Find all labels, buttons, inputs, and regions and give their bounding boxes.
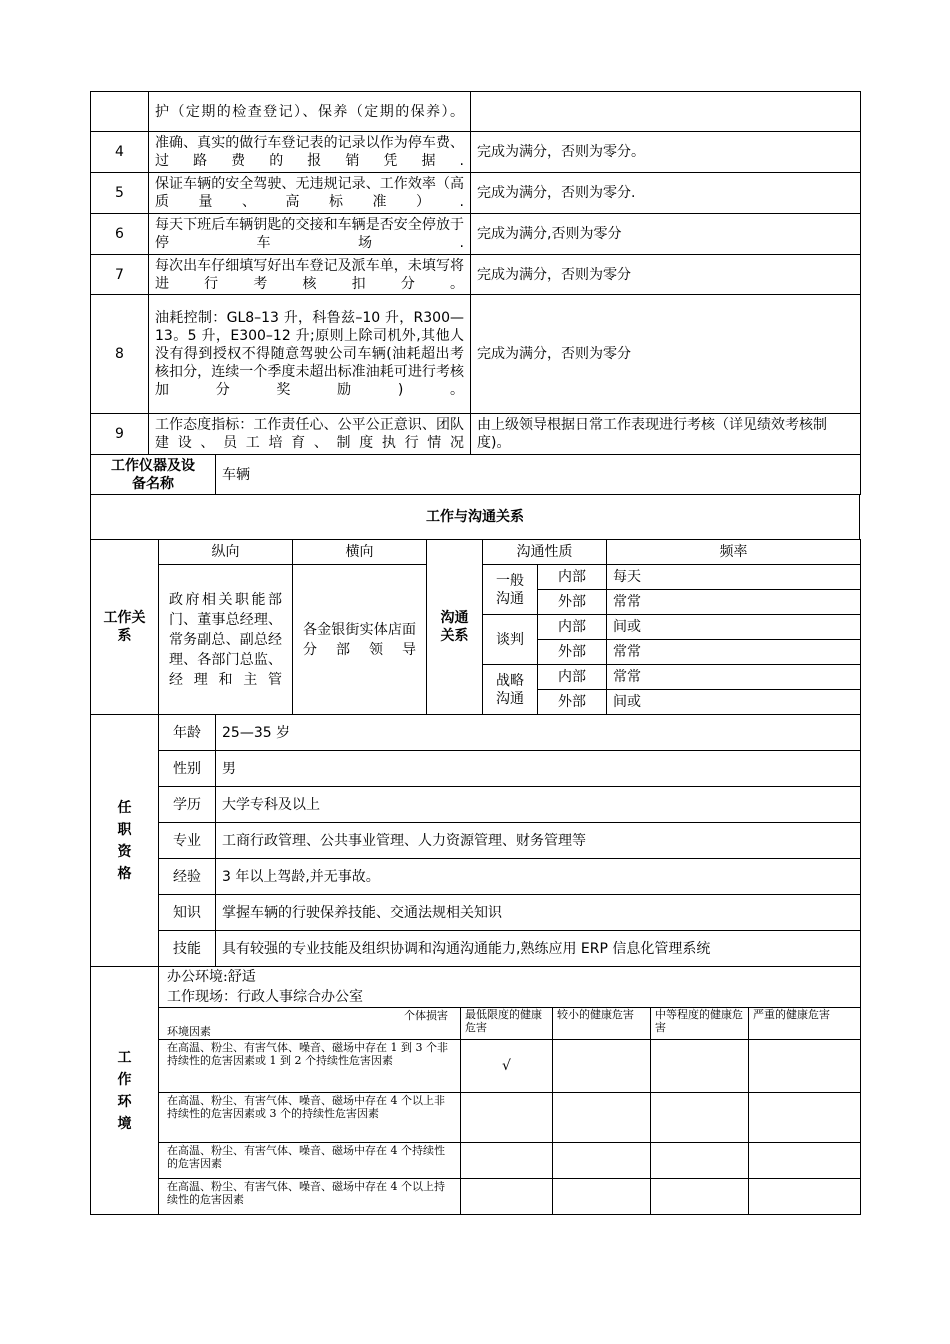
env-mark [749,1179,861,1215]
comm-freq: 常常 [607,640,861,665]
qual-value: 掌握车辆的行驶保养技能、交通法规相关知识 [216,895,861,931]
duty-standard: 完成为满分，否则为零分 [471,295,861,414]
env-mark [461,1093,553,1143]
duty-no: 6 [91,214,149,255]
equipment-label: 工作仪器及设备名称 [91,455,216,495]
qualification-label: 任职资格 [91,715,159,967]
env-mark [553,1143,651,1179]
comm-scope: 内部 [538,615,607,640]
env-factor: 在高温、粉尘、有害气体、噪音、磁场中存在 4 个以上非持续性的危害因素或 3 个的持续性危害因素 [159,1093,461,1143]
env-mark [651,1179,749,1215]
comm-title-table [90,494,860,540]
duty-row [91,132,861,173]
header-top-text: 个体损害 [404,1009,448,1022]
env-mark [651,1143,749,1179]
duty-no: 9 [91,414,149,455]
comm-group-name: 战略沟通 [483,665,538,715]
env-mark [749,1093,861,1143]
duty-standard: 由上级领导根据日常工作表现进行考核（详见绩效考核制度)。 [471,414,861,455]
env-mark [461,1179,553,1215]
comm-scope: 内部 [538,665,607,690]
duty-no: 4 [91,132,149,173]
qual-value: 工商行政管理、公共事业管理、人力资源管理、财务管理等 [216,823,861,859]
qual-value: 具有较强的专业技能及组织协调和沟通沟通能力,熟练应用 ERP 信息化管理系统 [216,931,861,967]
env-header-diagonal [159,1008,461,1040]
environment-label: 工作环境 [91,967,159,1215]
work-site: 工作现场：行政人事综合办公室 [159,987,861,1008]
duty-no: 7 [91,255,149,295]
env-mark [553,1093,651,1143]
duty-content: 工作态度指标：工作责任心、公平公正意识、团队建设、员工培育、制度执行情况 [149,414,471,455]
qual-key: 年龄 [159,715,216,751]
comm-freq: 常常 [607,590,861,615]
duty-content: 护（定期的检查登记）、保养（定期的保养）。 [149,92,471,132]
relations-table [90,539,861,715]
qual-value: 男 [216,751,861,787]
qual-value: 大学专科及以上 [216,787,861,823]
environment-table [90,966,861,1215]
comm-title: 工作与沟通关系 [91,495,860,540]
env-factor: 在高温、粉尘、有害气体、噪音、磁场中存在 1 到 3 个非持续性的危害因素或 1 到 2 个持续性危害因素 [159,1040,461,1093]
duty-no: 8 [91,295,149,414]
qual-value: 25—35 岁 [216,715,861,751]
job-description-sheet [90,91,860,1215]
env-mark [749,1143,861,1179]
qual-key: 性别 [159,751,216,787]
vertical-value: 政府相关职能部门、董事总经理、常务副总、副总经理、各部门总监、经理和主管 [159,565,293,715]
duty-standard: 完成为满分，否则为零分。 [471,132,861,173]
qual-key: 经验 [159,859,216,895]
env-mark [651,1040,749,1093]
horizontal-value: 各金银街实体店面分部领导 [293,565,427,715]
env-mark [749,1040,861,1093]
qual-key: 专业 [159,823,216,859]
comm-freq: 间或 [607,615,861,640]
duty-row [91,92,861,132]
duty-content: 油耗控制：GL8–13 升，科鲁兹–10 升，R300—13。5 升，E300–12 升;原则上除司机外,其他人没有得到授权不得随意驾驶公司车辆(油耗超出考核扣分，连续一个季度未超出标准油耗可进行考核加分奖励)。 [149,295,471,414]
comm-relations-label: 沟通关系 [427,540,483,715]
freq-header: 频率 [607,540,861,565]
qualification-table [90,714,861,967]
duty-row [91,214,861,255]
env-mark [553,1040,651,1093]
duty-row [91,173,861,214]
duty-no [91,92,149,132]
qual-key: 技能 [159,931,216,967]
comm-group-name: 一般沟通 [483,565,538,615]
env-col-header: 中等程度的健康危害 [651,1008,749,1040]
env-mark [651,1093,749,1143]
duty-content: 每天下班后车辆钥匙的交接和车辆是否安全停放于停车场. [149,214,471,255]
equipment-value: 车辆 [216,455,861,495]
qual-key: 学历 [159,787,216,823]
env-factor: 在高温、粉尘、有害气体、噪音、磁场中存在 4 个持续性的危害因素 [159,1143,461,1179]
duty-row [91,255,861,295]
comm-scope: 外部 [538,590,607,615]
env-col-header: 最低限度的健康危害 [461,1008,553,1040]
comm-freq: 常常 [607,665,861,690]
nature-header: 沟通性质 [483,540,607,565]
header-bottom-text: 环境因素 [167,1025,211,1038]
duty-standard: 完成为满分，否则为零分 [471,255,861,295]
duty-content: 准确、真实的做行车登记表的记录以作为停车费、过路费的报销凭据. [149,132,471,173]
comm-freq: 每天 [607,565,861,590]
equipment-table [90,454,861,495]
duty-content: 保证车辆的安全驾驶、无违规记录、工作效率（高质量、高标准）. [149,173,471,214]
duty-standard: 完成为满分，否则为零分. [471,173,861,214]
env-factor: 在高温、粉尘、有害气体、噪音、磁场中存在 4 个以上持续性的危害因素 [159,1179,461,1215]
comm-scope: 外部 [538,640,607,665]
duty-standard: 完成为满分,否则为零分 [471,214,861,255]
vertical-header: 纵向 [159,540,293,565]
env-col-header: 严重的健康危害 [749,1008,861,1040]
qual-key: 知识 [159,895,216,931]
comm-scope: 外部 [538,690,607,715]
env-col-header: 较小的健康危害 [553,1008,651,1040]
office-environment: 办公环境:舒适 [159,967,861,988]
duty-standard [471,92,861,132]
work-relations-label: 工作关系 [91,540,159,715]
duties-table [90,91,861,455]
duty-row [91,414,861,455]
comm-scope: 内部 [538,565,607,590]
env-mark: √ [461,1040,553,1093]
env-mark [461,1143,553,1179]
duty-content: 每次出车仔细填写好出车登记及派车单，未填写将进行考核扣分。 [149,255,471,295]
env-mark [553,1179,651,1215]
duty-row [91,295,861,414]
duty-no: 5 [91,173,149,214]
comm-group-name: 谈判 [483,615,538,665]
qual-value: 3 年以上驾龄,并无事故。 [216,859,861,895]
comm-freq: 间或 [607,690,861,715]
horizontal-header: 横向 [293,540,427,565]
